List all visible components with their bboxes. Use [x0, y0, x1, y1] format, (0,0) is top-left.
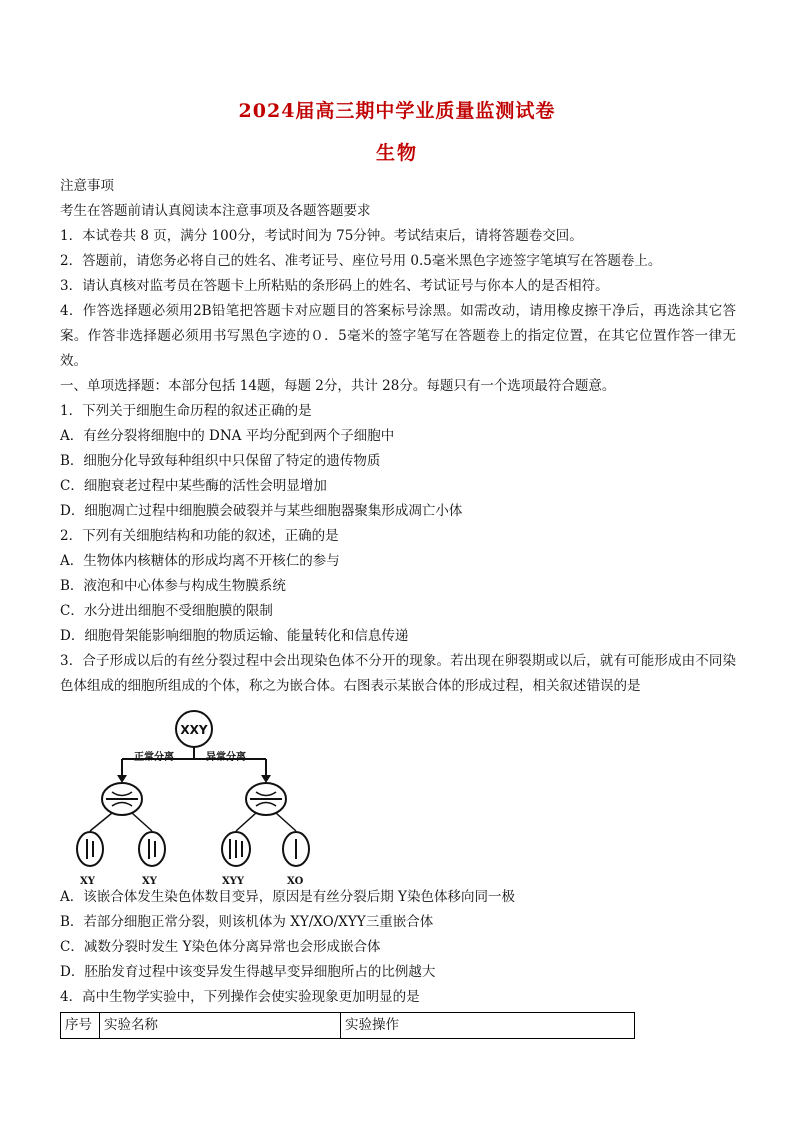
- page-title: 2024届高三期中学业质量监测试卷: [238, 100, 556, 122]
- option-d: D．胚胎发育过程中该变异发生得越早变异细胞所占的比例越大: [60, 964, 436, 980]
- daughter-label: XYY: [222, 876, 245, 887]
- daughter-cell: [77, 832, 103, 866]
- option-d: D．细胞骨架能影响细胞的物质运输、能量转化和信息传递: [60, 628, 409, 644]
- notice-intro: 考生在答题前请认真阅读本注意事项及各题答题要求: [60, 203, 371, 219]
- table-header-row: [61, 1013, 635, 1039]
- option-c: C．细胞衰老过程中某些酶的活性会明显增加: [60, 478, 327, 494]
- diagram-lines: [60, 703, 320, 883]
- question-stem: 2．下列有关细胞结构和功能的叙述，正确的是: [60, 528, 339, 544]
- option-c: C．水分进出细胞不受细胞膜的限制: [60, 603, 273, 619]
- notice-item: 1．本试卷共 8 页，满分 100分，考试时间为 75分钟。考试结束后，请将答题卷交回。: [60, 228, 583, 244]
- notice-item: 2．答题前，请您务必将自己的姓名、准考证号、座位号用 0.5毫米黑色字迹签字笔填写在答题卷上。: [60, 253, 662, 269]
- notice-heading: 注意事项: [60, 178, 114, 194]
- page-subtitle: 生物: [375, 142, 418, 164]
- option-a: A．该嵌合体发生染色体数目变异，原因是有丝分裂后期 Y染色体移向同一极: [60, 889, 515, 905]
- svg-text:XXY: XXY: [180, 723, 208, 737]
- chimera-diagram: [60, 703, 320, 887]
- notice-item: 3．请认真核对监考员在答题卡上所粘贴的条形码上的姓名、考试证号与你本人的是否相符。: [60, 278, 609, 294]
- option-a: A．有丝分裂将细胞中的 DNA 平均分配到两个子细胞中: [60, 428, 395, 444]
- option-d: D．细胞凋亡过程中细胞膜会破裂并与某些细胞器聚集形成凋亡小体: [60, 503, 463, 519]
- question-stem: 4．高中生物学实验中，下列操作会使实验现象更加明显的是: [60, 989, 420, 1005]
- experiment-table: [60, 1012, 635, 1039]
- table-header-cell: 序号: [61, 1013, 100, 1039]
- daughter-cell: [139, 832, 165, 866]
- table-header-cell: 实验操作: [341, 1013, 635, 1039]
- option-c: C．减数分裂时发生 Y染色体分离异常也会形成嵌合体: [60, 939, 381, 955]
- daughter-label: XY: [80, 876, 95, 887]
- branch-label-normal: 正常分离: [134, 752, 174, 763]
- daughter-label: XO: [287, 876, 304, 887]
- exam-body: [60, 174, 736, 1039]
- daughter-label: XY: [142, 876, 157, 887]
- option-b: B．若部分细胞正常分裂，则该机体为 XY/XO/XYY三重嵌合体: [60, 914, 434, 930]
- table-header-cell: 实验名称: [100, 1013, 341, 1039]
- option-b: B．细胞分化导致每种组织中只保留了特定的遗传物质: [60, 453, 381, 469]
- section-heading: 一、单项选择题：本部分包括 14题，每题 2分，共计 28分。每题只有一个选项最符合题意。: [60, 378, 616, 394]
- question-stem: 1．下列关于细胞生命历程的叙述正确的是: [60, 403, 312, 419]
- branch-label-abnormal: 异常分离: [206, 752, 246, 763]
- option-a: A．生物体内核糖体的形成均离不开核仁的参与: [60, 553, 340, 569]
- option-b: B．液泡和中心体参与构成生物膜系统: [60, 578, 286, 594]
- notice-item: 4．作答选择题必须用2B铅笔把答题卡对应题目的答案标号涂黑。如需改动，请用橡皮擦干净后，再选涂其它答案。作答非选择题必须用书写黑色字迹的０．5毫米的签字笔写在答题卷上的指定位置，在其它位置作答一律无效。: [60, 303, 736, 369]
- question-stem: 3．合子形成以后的有丝分裂过程中会出现染色体不分开的现象。若出现在卵裂期或以后，就有可能形成由不同染色体组成的细胞所组成的个体，称之为嵌合体。右图表示某嵌合体的形成过程，相关叙述错误的是: [60, 653, 736, 694]
